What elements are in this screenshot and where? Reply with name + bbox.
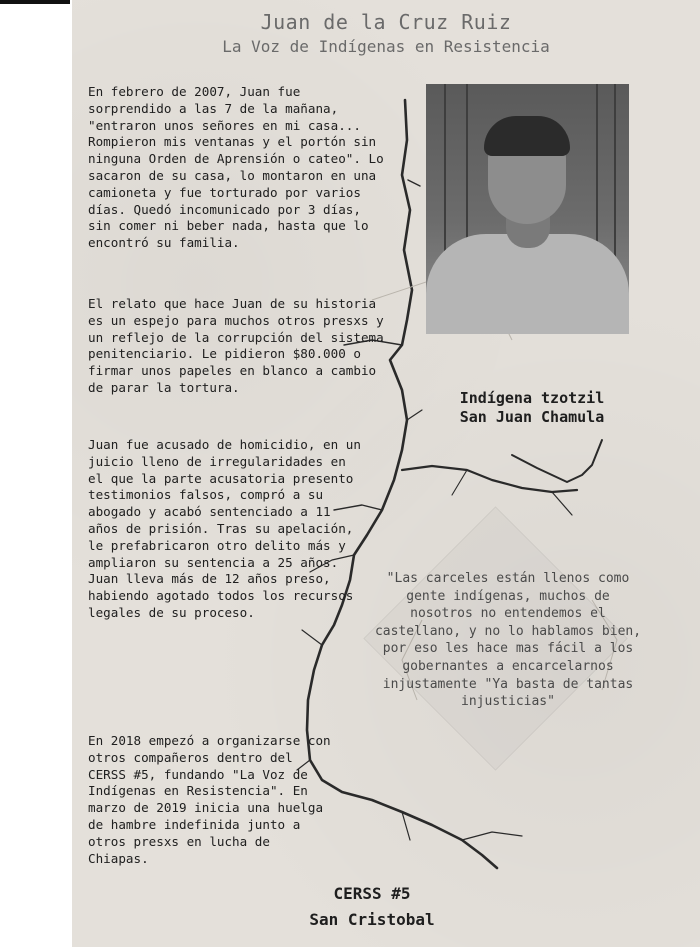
scan-edge-mark: [0, 0, 70, 4]
footer-city: San Cristobal: [309, 910, 435, 929]
portrait-photo: [426, 84, 629, 334]
photo-caption-place: San Juan Chamula: [459, 408, 605, 426]
photo-caption-identity: Indígena tzotzil: [459, 389, 605, 407]
page-subtitle: La Voz de Indígenas en Resistencia: [222, 37, 550, 56]
scan-margin: [0, 0, 72, 947]
flyer-page: [72, 0, 700, 947]
paragraph-arrest: En febrero de 2007, Juan fue sorprendido a las 7 de la mañana, "entraron unos señores en mi casa... Rompieron mis ventanas y el portón sin ninguna Orden de Aprensión o cateo". Lo sacaron de su casa, lo montaron en una camioneta y fue torturado por varios días. Quedó incomunicado por 3 días, sin comer ni beber nada, hasta que lo encontró su familia.: [88, 84, 384, 251]
paragraph-corruption: El relato que hace Juan de su historia es un espejo para muchos otros presxs y un reflejo de la corrupción del sistema penitenciario. Le pidieron $80.000 o firmar unos papeles en blanco a cambio de parar la tortura.: [88, 296, 384, 395]
paragraph-organizing: En 2018 empezó a organizarse con otros compañeros dentro del CERSS #5, fundando "La Voz de Indígenas en Resistencia". En marzo de 2019 inicia una huelga de hambre indefinida junto a otros presxs en lucha de Chiapas.: [88, 733, 331, 866]
paragraph-sentence: Juan fue acusado de homicidio, en un juicio lleno de irregularidades en el que la parte acusatoria presento testimonios falsos, compró a su abogado y acabó sentenciado a 11 años de prisión. Tras su apelación, le prefabricaron otro delito más y ampliaron su sentencia a 25 años. Juan lleva más de 12 años preso, habiendo agotado todos los recursos legales de su proceso.: [88, 437, 361, 620]
pull-quote: "Las carceles están llenos como gente indígenas, muchos de nosotros no entendemos el castellano, y no lo hablamos bien, por eso les hace mas fácil a los gobernantes a encarcelarnos injustamente "Ya basta de tantas injusticias": [374, 571, 642, 710]
footer-prison: CERSS #5: [333, 884, 411, 903]
page-title: Juan de la Cruz Ruiz: [260, 10, 512, 34]
